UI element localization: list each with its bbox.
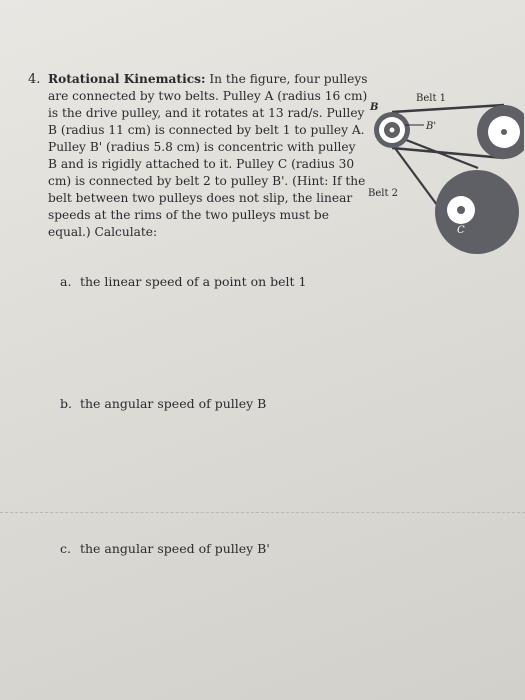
- part-a: [60, 274, 306, 289]
- problem-topic: Rotational Kinematics:: [48, 72, 206, 86]
- question-number: 4.: [28, 72, 41, 87]
- problem-line-6: B and is rigidly attached to it. Pulley C (radius 30: [48, 157, 355, 171]
- problem-line-9: speeds at the rims of the two pulleys must be: [48, 208, 329, 222]
- label-b: B: [370, 102, 379, 113]
- problem-line-7: cm) is connected by belt 2 to pulley B'. (Hint: If the: [48, 174, 366, 188]
- part-a-text: the linear speed of a point on belt 1: [79, 274, 307, 289]
- pulley-a: [477, 105, 524, 159]
- pulley-figure: [352, 88, 524, 266]
- part-c-text: the angular speed of pulley B': [79, 541, 270, 556]
- problem-line-3: is the drive pulley, and it rotates at 13 rad/s. Pulley: [48, 106, 365, 120]
- part-c-letter: c.: [60, 541, 71, 556]
- label-belt-1: Belt 1: [416, 93, 447, 104]
- problem-line-10: equal.) Calculate:: [48, 225, 158, 239]
- part-a-letter: a.: [60, 274, 72, 289]
- pulley-b: [374, 112, 410, 148]
- part-b-text: the angular speed of pulley B: [79, 396, 267, 411]
- part-b-letter: b.: [60, 396, 72, 411]
- label-bprime: B': [426, 121, 437, 132]
- problem-line-1: Rotational Kinematics: In the figure, four pulleys: [48, 72, 368, 86]
- problem-line-2: are connected by two belts. Pulley A (radius 16 cm): [48, 89, 368, 103]
- part-b: [60, 396, 266, 411]
- problem-line-5: Pulley B' (radius 5.8 cm) is concentric with pulley: [48, 140, 356, 154]
- pulley-c: [435, 170, 519, 254]
- problem-line-4: B (radius 11 cm) is connected by belt 1 to pulley A.: [48, 123, 365, 137]
- label-c: C: [457, 225, 465, 236]
- problem-line-8: belt between two pulleys does not slip, the linear: [48, 191, 353, 205]
- belt-2-top: [396, 136, 478, 168]
- label-belt-2: Belt 2: [368, 188, 399, 199]
- divider-line: [0, 512, 525, 513]
- part-c: [60, 541, 270, 556]
- problem-statement: [48, 71, 368, 241]
